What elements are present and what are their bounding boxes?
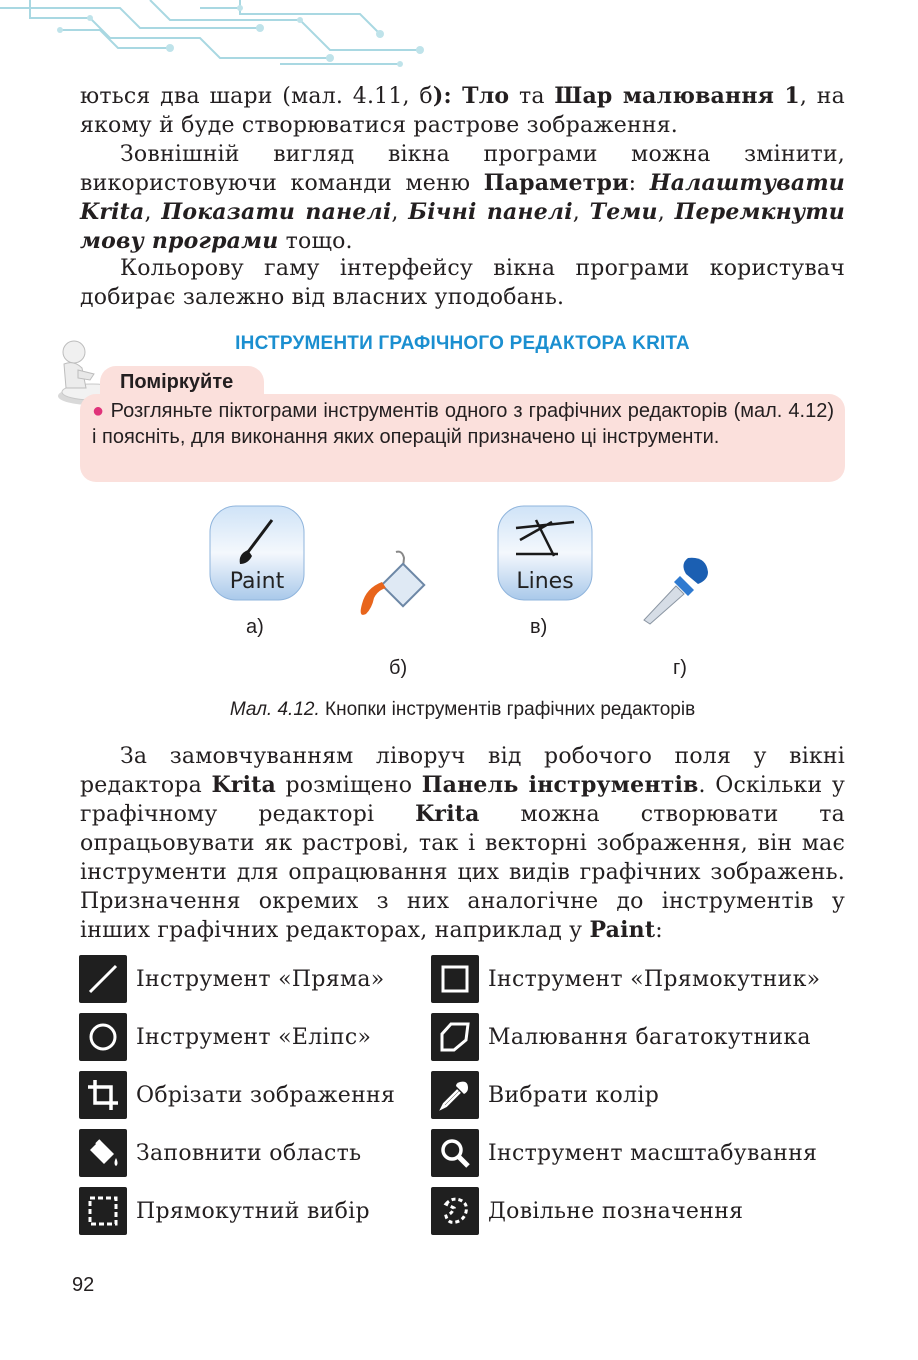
- text-run: та: [509, 84, 555, 109]
- text-run: Перемкнути мову програми: [80, 199, 845, 254]
- text-run: Бічні панелі: [408, 199, 573, 225]
- ellipse-icon: [79, 1013, 127, 1061]
- tool-label: Інструмент масштабування: [488, 1140, 818, 1166]
- rect-select-icon: [79, 1187, 127, 1235]
- figure-caption: [80, 699, 845, 721]
- text-run: ):: [432, 83, 463, 109]
- text-run: ,: [572, 200, 590, 225]
- fill-icon: [79, 1129, 127, 1177]
- rectangle-icon: [431, 955, 479, 1003]
- text-run: Krita: [415, 801, 480, 827]
- color-picker-icon: [431, 1071, 479, 1119]
- tool-label: Прямокутний вибір: [136, 1198, 370, 1224]
- crop-icon: [79, 1071, 127, 1119]
- lines-button-icon: [496, 504, 594, 602]
- text-run: Панель інструментів: [421, 772, 699, 798]
- tool-label: Інструмент «Прямокутник»: [488, 966, 821, 992]
- tool-label: Інструмент «Пряма»: [136, 966, 385, 992]
- tool-item-zoom: [431, 1129, 817, 1177]
- tool-item-freehand-select: [431, 1187, 743, 1235]
- think-text: [92, 398, 834, 450]
- think-body: Розгляньте піктограми інструментів одного з графічних редакторів (мал. 4.12) і поясніть, для виконання яких операцій призначено ці інструменти.: [92, 400, 834, 448]
- text-run: Krita: [211, 772, 276, 798]
- text-run: , на якому й буде створюватися растрове зображення.: [80, 84, 845, 138]
- think-title: Поміркуйте: [120, 371, 234, 393]
- text-run: ,: [391, 200, 409, 225]
- text-run: Теми: [589, 199, 658, 225]
- text-run: ються два шари (мал. 4.11,: [80, 84, 420, 109]
- caption-prefix: Мал. 4.12.: [229, 699, 320, 720]
- text-run: . Оскільки у графічному редакторі: [80, 773, 846, 827]
- text-run: б: [419, 84, 433, 109]
- tool-label: Малювання багатокутника: [488, 1024, 811, 1050]
- tool-item-line: [79, 955, 385, 1003]
- label-a: а): [246, 616, 264, 638]
- line-icon: [79, 955, 127, 1003]
- tool-item-crop: [79, 1071, 395, 1119]
- svg-text:Paint: Paint: [229, 569, 285, 594]
- polygon-icon: [431, 1013, 479, 1061]
- text-run: Зовнішній вигляд вікна програми можна змінити, використовуючи команди меню: [80, 142, 845, 196]
- paragraph-1: [80, 82, 845, 140]
- text-run: Параметри: [483, 170, 629, 196]
- text-run: розміщено: [275, 773, 422, 798]
- label-g: г): [673, 657, 687, 679]
- text-run: :: [628, 171, 650, 196]
- tool-item-fill: [79, 1129, 361, 1177]
- paragraph-4: [80, 742, 845, 945]
- text-run: :: [655, 918, 663, 943]
- tool-label: Інструмент «Еліпс»: [136, 1024, 372, 1050]
- tool-label: Обрізати зображення: [136, 1082, 396, 1108]
- eyedropper-icon: [636, 552, 716, 630]
- paragraph-3: [80, 254, 845, 312]
- text-run: тощо.: [278, 229, 353, 254]
- text-run: ,: [657, 200, 675, 225]
- tool-item-color-picker: [431, 1071, 659, 1119]
- text-run: можна створювати та опрацьовувати як растрові, так і векторні зображення, він має інструменти для опрацювання цих видів графічних зображень. Призначення окремих з них аналогічне до інструментів у інших графічних редакторах, наприклад у: [80, 802, 845, 943]
- page-number: 92: [72, 1274, 95, 1296]
- tool-item-ellipse: [79, 1013, 371, 1061]
- svg-text:Lines: Lines: [516, 569, 574, 594]
- text-run: Кольорову гаму інтерфейсу вікна програми користувач добирає залежно від власних уподобань.: [80, 256, 845, 310]
- text-run: Шар малювання 1: [554, 83, 800, 109]
- text-run: За замовчуванням ліворуч від робочого поля у вікні редактора: [80, 744, 845, 798]
- fill-bucket-icon: [352, 548, 430, 624]
- text-run: Показати панелі: [161, 199, 392, 225]
- tool-item-rectangle: [431, 955, 820, 1003]
- paragraph-2: [80, 140, 845, 256]
- circuit-decoration: [0, 0, 430, 72]
- text-run: Тло: [462, 83, 510, 109]
- tool-label: Довільне позначення: [488, 1198, 744, 1224]
- freehand-select-icon: [431, 1187, 479, 1235]
- label-b: б): [389, 657, 408, 679]
- text-run: ,: [144, 200, 162, 225]
- caption-text: Кнопки інструментів графічних редакторів: [319, 699, 696, 720]
- paint-button-icon: [208, 504, 306, 602]
- zoom-icon: [431, 1129, 479, 1177]
- text-run: Paint: [589, 917, 656, 943]
- tool-item-polygon: [431, 1013, 811, 1061]
- text-run: Налаштувати Krita: [80, 170, 845, 225]
- bullet-icon: ●: [92, 400, 105, 422]
- tool-label: Вибрати колір: [488, 1082, 660, 1108]
- tool-item-rect-select: [79, 1187, 370, 1235]
- section-heading: ІНСТРУМЕНТИ ГРАФІЧНОГО РЕДАКТОРА KRITA: [235, 333, 690, 354]
- tool-label: Заповнити область: [136, 1140, 362, 1166]
- label-v: в): [530, 616, 548, 638]
